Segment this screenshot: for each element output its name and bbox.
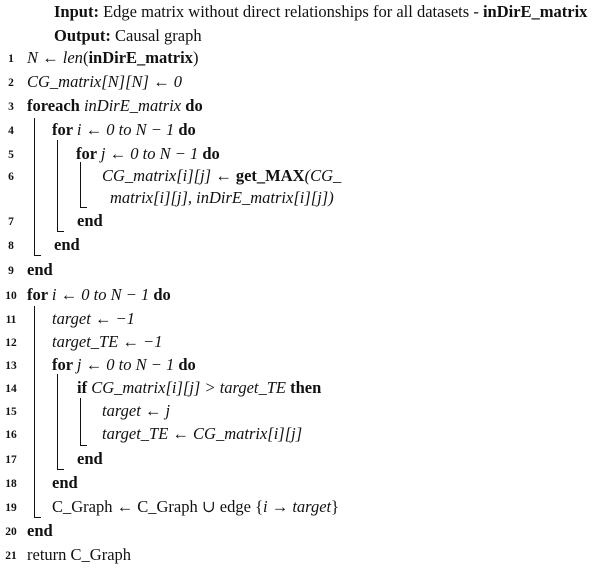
block-tick-foreach: [34, 255, 41, 256]
block-tick-for-j: [80, 207, 87, 208]
algorithm-block: Input: Edge matrix without direct relationships for all datasets - inDirE_matrix Output: Causal graph 1 N ← len(inDirE_matrix) 2 CG_matrix[N][N] ← 0 3 foreach inDirE_matrix do 4 for i ← 0 to N − 1 do 5 for j ← 0 to N − 1 do 6 CG_matrix[i][j] ← get_MAX(CG_ matrix[i][j], inDirE_matrix[i][j]) 7 end 8 end 9 end 10 for i ← 0 to N − 1 do 11 target ← −1 12 target_TE ← −1 13 for j ← 0 to N − 1 do 14 if CG_matrix[i][j] > target_TE then 15 target ← j 16 target_TE ← CG_matrix[i][j] 17 end 18 end 19 C_Graph ← C_Graph ∪ edge {i → target} 20 end 21 return C_Graph: [0, 0, 612, 568]
line-number: 18: [5, 478, 17, 490]
line-number: 19: [5, 502, 17, 514]
input-name: inDirE_matrix: [482, 2, 588, 21]
line-number: 2: [8, 77, 14, 89]
block-bar-for-i-2: [34, 306, 35, 518]
output-text: Causal graph: [114, 26, 202, 45]
line-number: 17: [5, 454, 17, 466]
block-tick-for-j-2: [57, 469, 64, 470]
line-number: 7: [8, 216, 14, 228]
line-number: 10: [5, 290, 17, 302]
line-number: 20: [5, 526, 17, 538]
line-number: 8: [8, 240, 14, 252]
block-bar-if: [80, 398, 81, 446]
block-tick-for-i: [57, 231, 64, 232]
input-text: Edge matrix without direct relationships for all datasets -: [103, 2, 479, 21]
input-label: Input:: [54, 2, 99, 21]
line-number: 3: [8, 101, 14, 113]
line-number: 16: [5, 429, 17, 441]
line-number: 15: [5, 406, 17, 418]
line-number: 5: [8, 149, 14, 161]
line-number: 11: [5, 314, 17, 326]
line-number: 9: [8, 265, 14, 277]
line-number: 21: [5, 550, 17, 562]
output-label: Output:: [54, 26, 111, 45]
line-number: 14: [5, 383, 17, 395]
block-bar-for-j-2: [57, 374, 58, 470]
block-bar-foreach: [34, 118, 35, 256]
block-tick-if: [80, 445, 87, 446]
line-number: 4: [8, 125, 14, 137]
line-number: 1: [8, 53, 14, 65]
line-number: 13: [5, 360, 17, 372]
block-bar-for-j: [80, 162, 81, 208]
block-tick-for-i-2: [34, 517, 41, 518]
line-number: 6: [8, 171, 14, 183]
block-bar-for-i: [57, 140, 58, 232]
line-number: 12: [5, 337, 17, 349]
